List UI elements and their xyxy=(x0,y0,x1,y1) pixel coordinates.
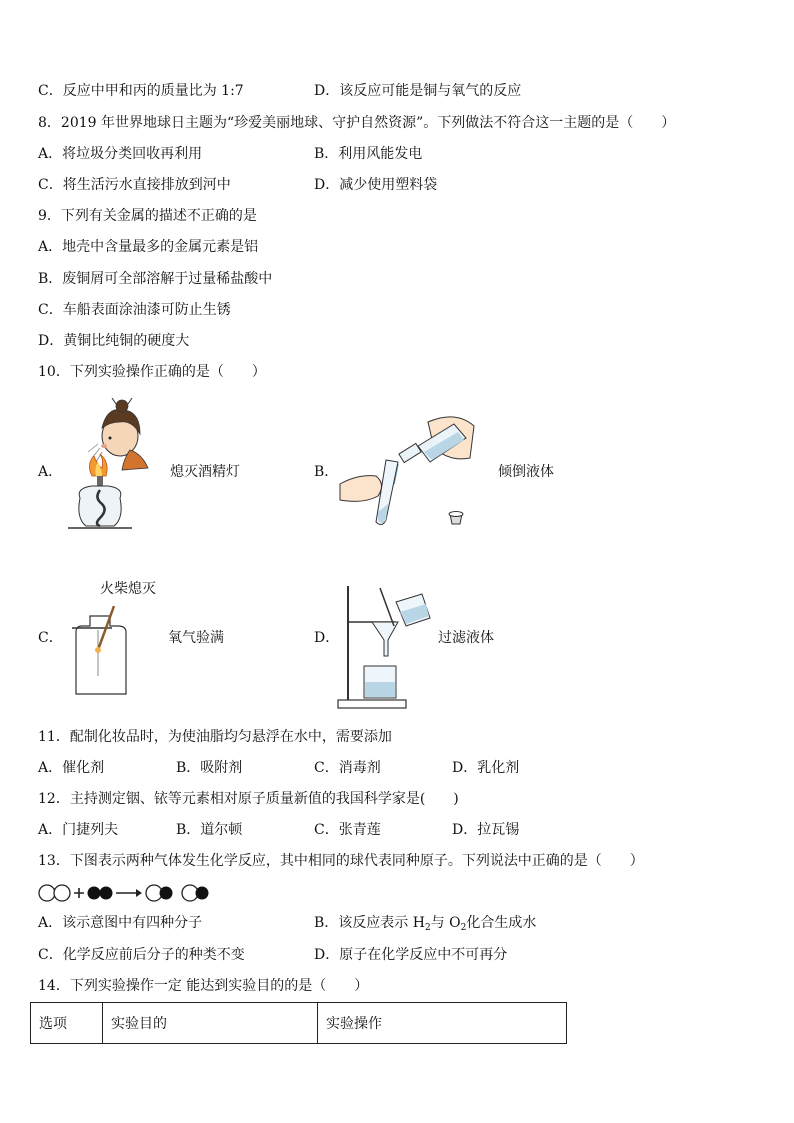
molecule-reaction-diagram xyxy=(38,883,218,903)
q13-stem: 13．下图表示两种气体发生化学反应，其中相同的球代表同种原子。下列说法中正确的是（ ） xyxy=(38,853,644,869)
q10-option-b-letter: B． xyxy=(314,464,339,480)
q12-option-b: B．道尔顿 xyxy=(176,822,243,838)
q14-stem: 14．下列实验操作一定 能达到实验目的的是（ ） xyxy=(38,978,369,994)
q12-option-a: A．门捷列夫 xyxy=(38,822,119,838)
q8-option-d: D．减少使用塑料袋 xyxy=(314,177,438,193)
alcohol-lamp-blowing-illustration xyxy=(62,398,172,543)
q10-option-d-caption: 过滤液体 xyxy=(438,630,494,646)
table-header-option: 选项 xyxy=(31,1003,103,1044)
q8-option-a: A．将垃圾分类回收再利用 xyxy=(38,146,203,162)
q13-option-c: C．化学反应前后分子的种类不变 xyxy=(38,947,245,963)
q10-option-c-caption: 氧气验满 xyxy=(168,630,224,646)
q10-option-d-letter: D． xyxy=(314,630,340,646)
q8-option-c: C．将生活污水直接排放到河中 xyxy=(38,177,231,193)
q12-option-d: D．拉瓦锡 xyxy=(452,822,520,838)
q9-option-a: A．地壳中含量最多的金属元素是铝 xyxy=(38,239,259,255)
q10-option-a-letter: A． xyxy=(38,464,63,480)
q9-option-c: C．车船表面涂油漆可防止生锈 xyxy=(38,302,231,318)
q8-stem: 8．2019 年世界地球日主题为“珍爱美丽地球、守护自然资源”。下列做法不符合这一主题的是（ ） xyxy=(38,115,676,131)
q9-option-d: D．黄铜比纯铜的硬度大 xyxy=(38,333,190,349)
pour-liquid-illustration xyxy=(338,404,498,534)
q13-option-d: D．原子在化学反应中不可再分 xyxy=(314,947,508,963)
q13-option-a: A．该示意图中有四种分子 xyxy=(38,915,203,931)
table-header-purpose: 实验目的 xyxy=(103,1003,318,1044)
q9-option-b: B．废铜屑可全部溶解于过量稀盐酸中 xyxy=(38,271,273,287)
q7-option-c: C．反应中甲和丙的质量比为 1:7 xyxy=(38,83,244,99)
table-header-row xyxy=(31,1003,567,1044)
oxygen-bottle-match-illustration xyxy=(68,606,138,698)
q14-table xyxy=(30,1002,567,1044)
q10-stem: 10．下列实验操作正确的是（ ） xyxy=(38,364,266,380)
q11-stem: 11．配制化妆品时，为使油脂均匀悬浮在水中，需要添加 xyxy=(38,729,392,745)
q10-option-b-caption: 倾倒液体 xyxy=(498,464,554,480)
q10-option-c-letter: C． xyxy=(38,630,63,646)
q12-stem: 12．主持测定铟、铱等元素相对原子质量新值的我国科学家是( ) xyxy=(38,791,459,807)
q9-stem: 9．下列有关金属的描述不正确的是 xyxy=(38,208,257,224)
q10-option-c-top-label: 火柴熄灭 xyxy=(100,581,156,597)
q11-option-d: D．乳化剂 xyxy=(452,760,520,776)
q8-option-b: B．利用风能发电 xyxy=(314,146,423,162)
q11-option-c: C．消毒剂 xyxy=(314,760,381,776)
table-header-operation: 实验操作 xyxy=(318,1003,567,1044)
q12-option-c: C．张青莲 xyxy=(314,822,381,838)
filtration-apparatus-illustration xyxy=(336,582,436,712)
q13-option-b: B．该反应表示 $H_2$与 $O_2$化合生成水 xyxy=(314,915,537,933)
q7-option-d: D．该反应可能是铜与氧气的反应 xyxy=(314,83,522,99)
q11-option-b: B．吸附剂 xyxy=(176,760,243,776)
q10-option-a-caption: 熄灭酒精灯 xyxy=(170,464,240,480)
q11-option-a: A．催化剂 xyxy=(38,760,105,776)
